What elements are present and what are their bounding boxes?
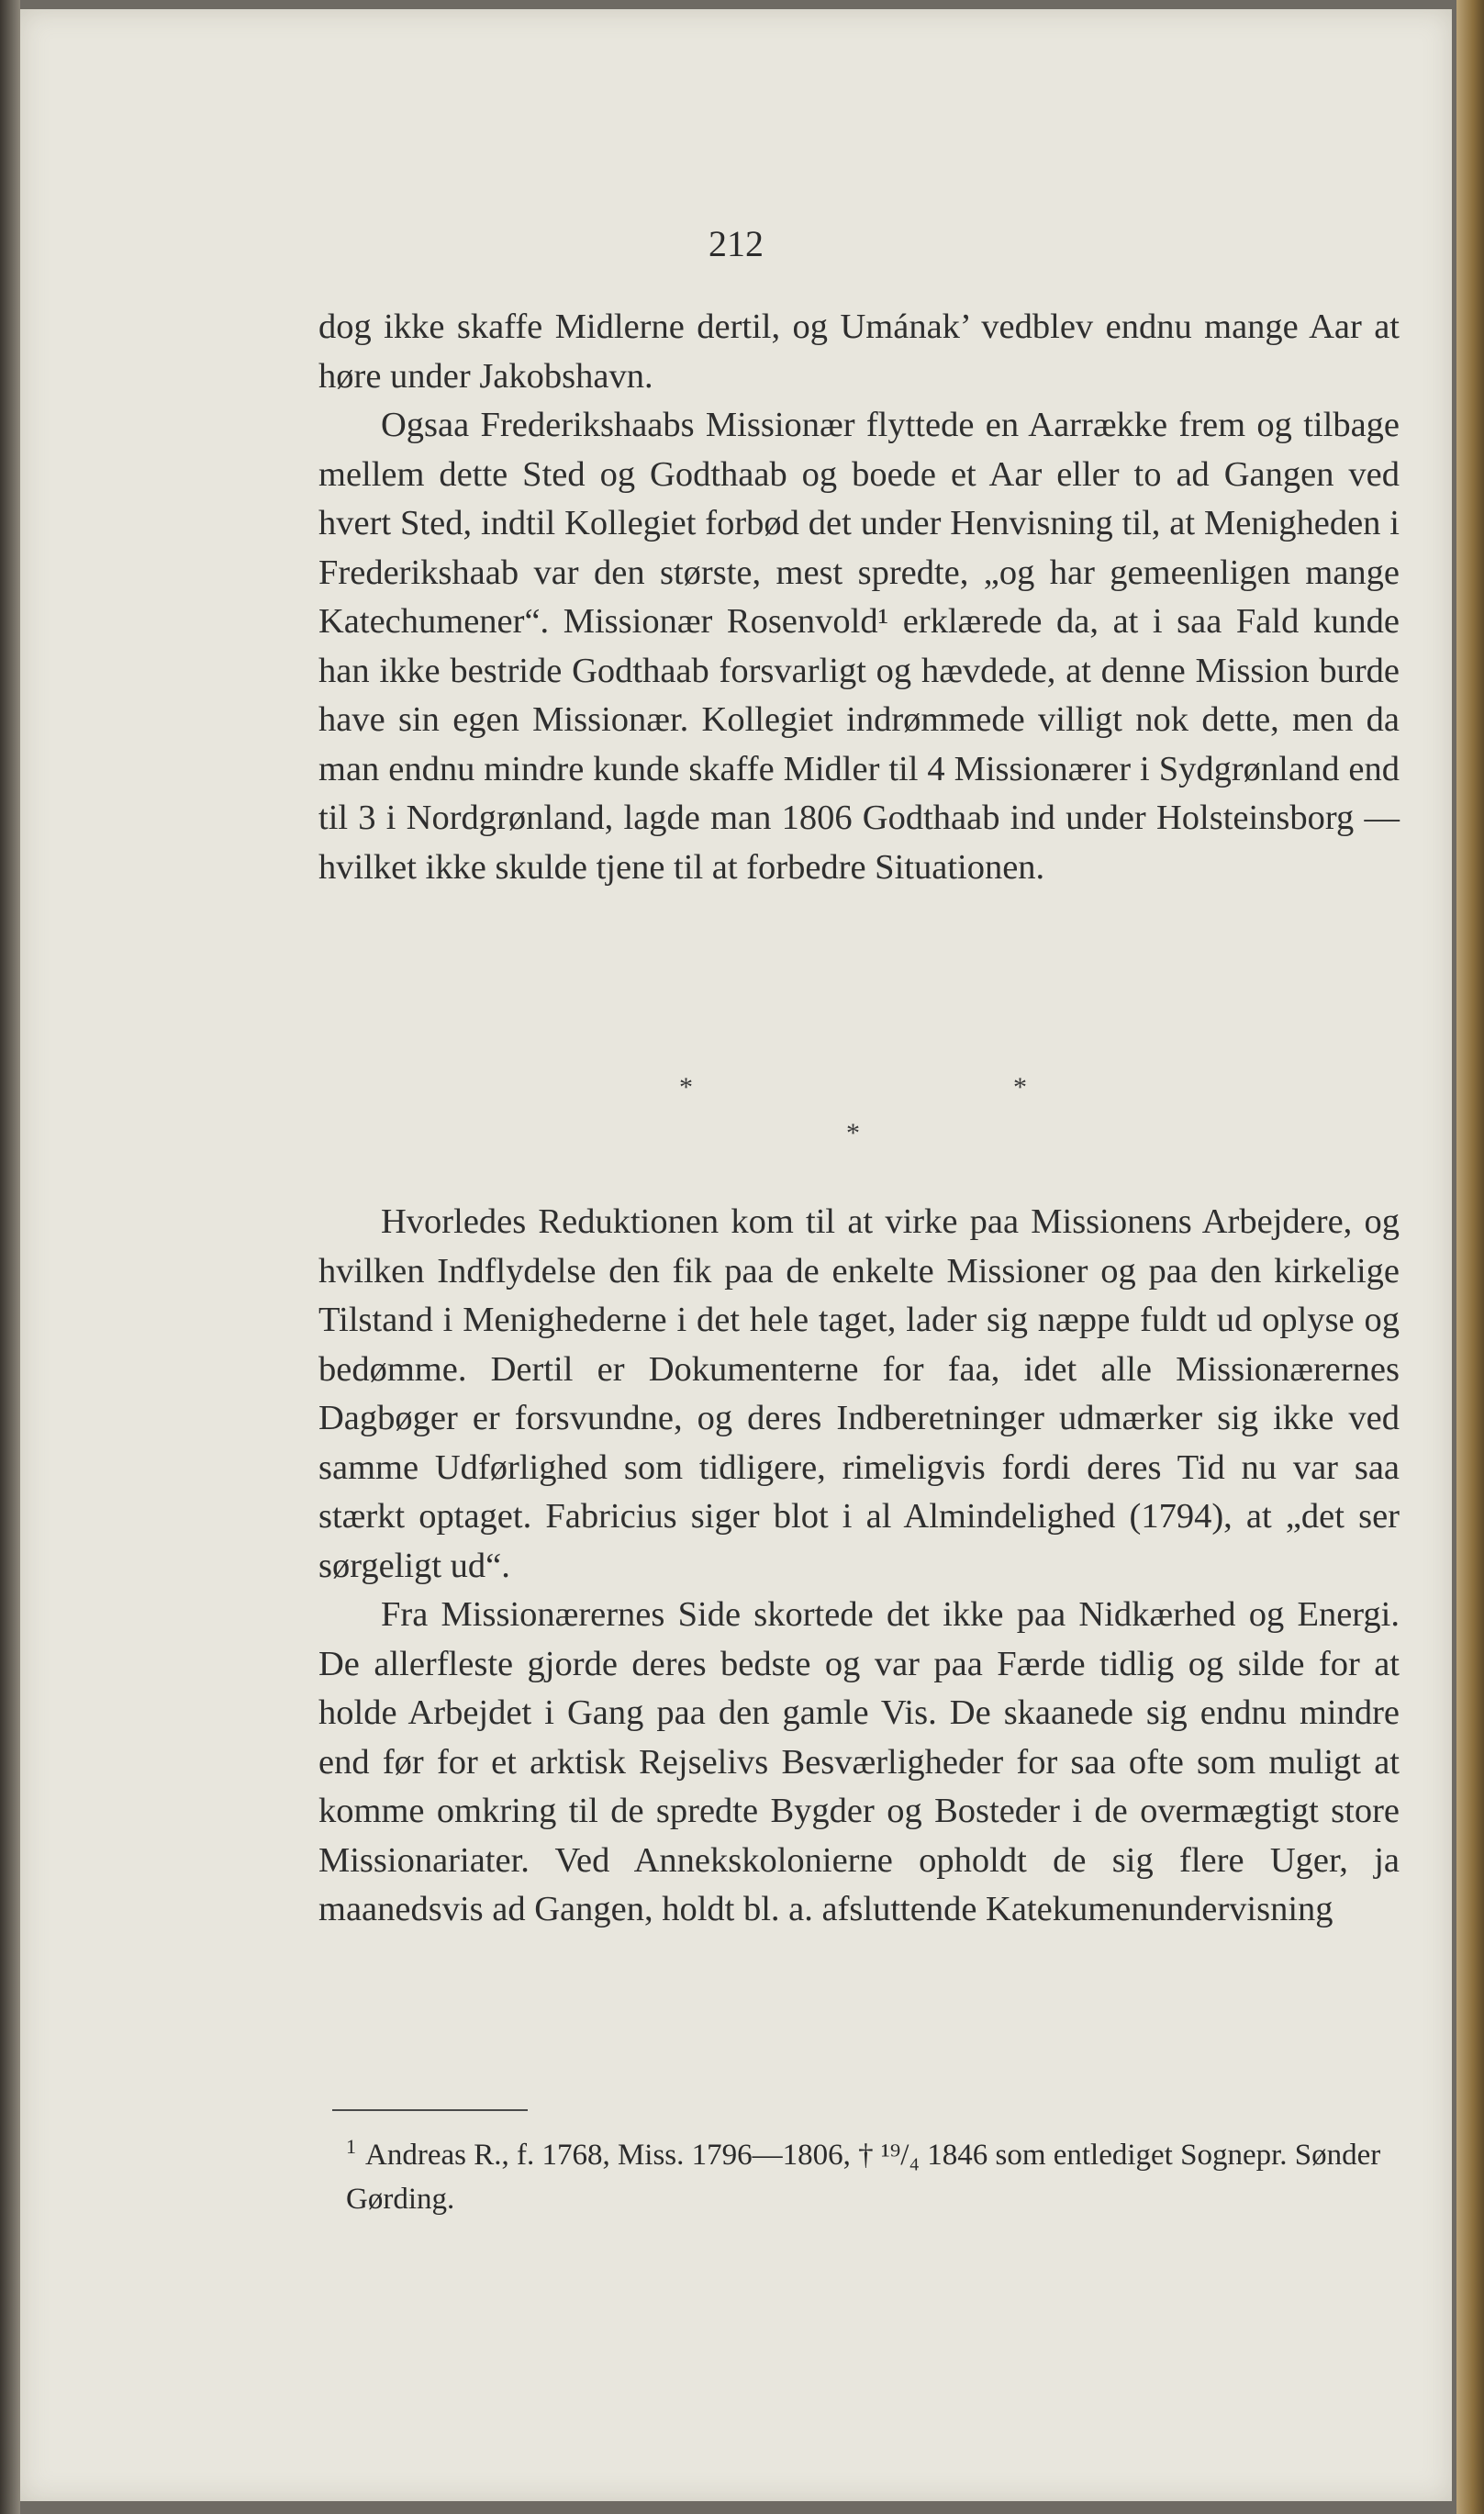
footnote-separator bbox=[332, 2109, 528, 2111]
book-binding-edge bbox=[1456, 0, 1484, 2514]
footnote-text: Andreas R., f. 1768, Miss. 1796—1806, † ¹⁹/₄ 1846 som entlediget Sognepr. Sønder Gørding. bbox=[346, 2139, 1381, 2216]
text-section-2 bbox=[318, 1198, 1400, 1935]
paragraph: Ogsaa Frederikshaabs Missionær flyttede en Aarrække frem og tilbage mellem dette Sted og Godthaab og boede et Aar eller to ad Gangen ved hvert Sted, indtil Kollegiet forbød det under Henvisning til, at Menigheden i Frederikshaab var den største, mest spredte, „og har gemeenligen mange Katechumener“. Missionær Rosenvold¹ erklærede da, at i saa Fald kunde han ikke bestride Godthaab forsvarligt og hævdede, at denne Mission burde have sin egen Missionær. Kollegiet indrømmede villigt nok dette, men da man endnu mindre kunde skaffe Midler til 4 Missionærer i Sydgrønland end til 3 i Nordgrønland, lagde man 1806 Godthaab ind under Holsteinsborg — hvilket ikke skulde tjene til at forbedre Situationen. bbox=[318, 406, 1400, 887]
asterisk-divider: * bbox=[1013, 1072, 1027, 1102]
footnote-marker: 1 bbox=[346, 2135, 356, 2158]
left-page-edge bbox=[0, 0, 20, 2514]
paragraph: Fra Missionærernes Side skortede det ikke paa Nidkærhed og Energi. De allerfleste gjorde deres bedste og var paa Færde tidlig og silde for at holde Arbejdet i Gang paa den gamle Vis. De skaanede sig endnu mindre end før for et arktisk Rejselivs Besværligheder for saa ofte som muligt at komme omkring til de spredte Bygder og Bosteder i de overmægtigt store Missionariater. Ved Annekskolonierne opholdt de sig flere Uger, ja maanedsvis ad Gangen, holdt bl. a. afsluttende Katekumenundervisning bbox=[318, 1595, 1400, 1928]
asterisk-divider: * bbox=[846, 1118, 860, 1148]
paragraph: dog ikke skaffe Midlerne dertil, og Umának’ vedblev endnu mange Aar at høre under Jakobshavn. bbox=[318, 307, 1400, 396]
book-page bbox=[20, 9, 1452, 2501]
paragraph: Hvorledes Reduktionen kom til at virke paa Missionens Arbejdere, og hvilken Indflydelse den fik paa de enkelte Missioner og paa den kirkelige Tilstand i Menighederne i det hele taget, lader sig næppe fuldt ud oplyse og bedømme. Dertil er Dokumenterne for faa, idet alle Missionærernes Dagbøger er forsvundne, og deres Indberetninger udmærker sig ikke ved samme Udførlighed som tidligere, rimeligvis fordi deres Tid nu var saa stærkt optaget. Fabricius siger blot i al Almindelighed (1794), at „det ser sørgeligt ud“. bbox=[318, 1202, 1400, 1585]
asterisk-divider: * bbox=[679, 1072, 693, 1102]
page-number: 212 bbox=[709, 223, 764, 264]
footnote bbox=[346, 2125, 1411, 2221]
text-section-1 bbox=[318, 303, 1400, 892]
